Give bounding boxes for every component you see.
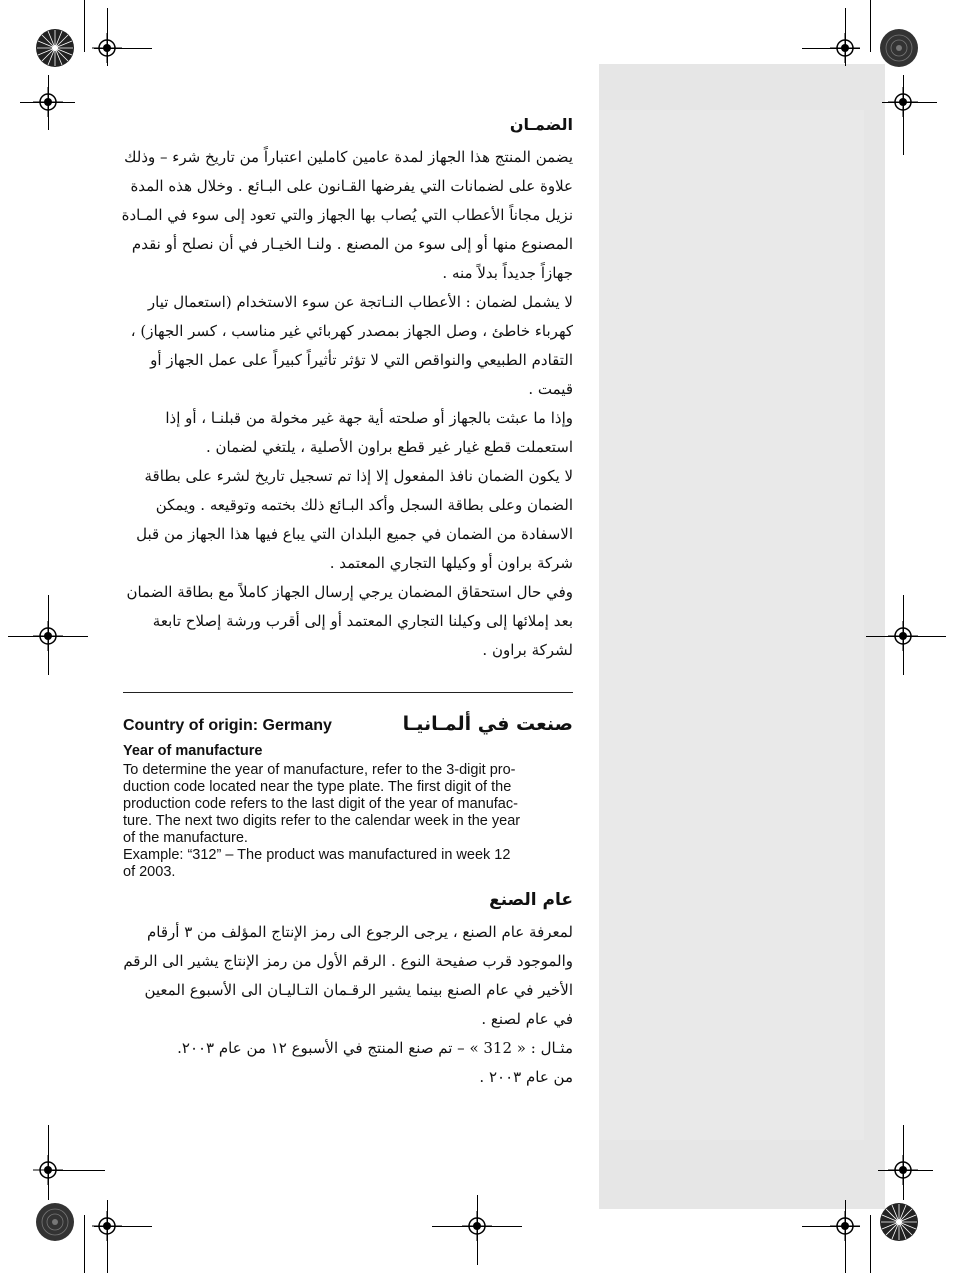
starburst-print-mark-icon — [879, 28, 919, 68]
crop-line — [870, 0, 871, 52]
registration-mark-icon — [33, 1155, 63, 1185]
warranty-body — [103, 143, 573, 665]
warranty-line: وإذا ما عبثت بالجهاز أو صلحته أية جهة غير مخولة من قبلنـا ، أو إذا — [165, 409, 573, 427]
manufacture-arabic-line: الأخير في عام الصنع بينما يشير الرقـمان التـاليـان الى الأسبوع المعين — [144, 981, 573, 999]
manufacture-line: of 2003. — [123, 864, 176, 880]
manufacture-line: production code refers to the last digit of the year of manufac- — [123, 796, 518, 812]
warranty-title: الضمـان — [509, 115, 573, 134]
registration-mark-icon — [33, 621, 63, 651]
manufacture-line: Example: “312” – The product was manufactured in week 12 — [123, 847, 511, 863]
registration-mark-icon — [92, 33, 122, 63]
manufacture-line: ture. The next two digits refer to the calendar week in the year — [123, 813, 521, 829]
warranty-line: شركة براون أو وكيلها التجاري المعتمد . — [329, 554, 573, 572]
warranty-line: استعملت قطع غيار غير قطع براون الأصلية ، يلتغي لضمان . — [205, 438, 573, 456]
year-of-manufacture-body — [123, 762, 583, 881]
warranty-line: لا يشمل لضمان : الأعطاب النـاتجة عن سوء الاستخدام (استعمال تيار — [147, 293, 573, 311]
warranty-line: جهازاً جديداً بدلاً منه . — [442, 264, 573, 282]
year-of-manufacture-arabic-title: عام الصنع — [489, 890, 573, 910]
starburst-print-mark-icon — [879, 1202, 919, 1242]
registration-mark-icon — [33, 87, 63, 117]
warranty-line: الاسفادة من الضمان في جميع البلدان التي يباع فيها هذا الجهاز من قبل — [136, 525, 573, 543]
warranty-line: قيمت . — [528, 380, 573, 398]
registration-mark-icon — [830, 33, 860, 63]
registration-mark-icon — [888, 1155, 918, 1185]
crop-line — [870, 1215, 871, 1273]
crop-line — [84, 1215, 85, 1273]
registration-mark-icon — [462, 1211, 492, 1241]
warranty-line: لشركة براون . — [482, 641, 573, 659]
registration-mark-icon — [888, 87, 918, 117]
country-of-origin-english: Country of origin: Germany — [123, 717, 332, 734]
crop-line — [84, 0, 85, 52]
warranty-line: التقادم الطبيعي والنواقص التي لا تؤثر تأثيراً كبيراً على عمل الجهاز أو — [150, 351, 573, 369]
year-of-manufacture-title: Year of manufacture — [123, 743, 263, 759]
manufacture-arabic-line: مثـال : « 312 » – تم صنع المنتج في الأسبوع ١٢ من عام ٢٠٠٣. — [177, 1039, 573, 1057]
registration-mark-icon — [92, 1211, 122, 1241]
manufacture-arabic-line: في عام لصنع . — [481, 1010, 573, 1028]
warranty-line: نزيل مجاناً الأعطاب التي يُصاب بها الجهاز والتي تعود إلى سوء في المـادة — [121, 206, 573, 224]
warranty-line: وفي حال استحقاق المضمان يرجي إرسال الجهاز كاملاً مع بطاقة الضمان — [126, 583, 573, 601]
manufacture-arabic-line: من عام ٢٠٠٣ . — [479, 1068, 573, 1086]
registration-mark-icon — [888, 621, 918, 651]
warranty-line: يضمن المنتج هذا الجهاز لمدة عامين كاملين اعتباراً من تاريخ شرء – وذلك — [124, 148, 573, 166]
manufacture-arabic-line: لمعرفة عام الصنع ، يرجى الرجوع الى رمز الإنتاج المؤلف من ٣ أرقام — [147, 923, 573, 941]
year-of-manufacture-arabic-body — [113, 918, 573, 1092]
warranty-line: الضمان وعلى بطاقة السجل وأكد البـائع ذلك بختمه وتوقيعه . ويمكن — [155, 496, 573, 514]
manufacture-line: duction code located near the type plate. The first digit of the — [123, 779, 512, 795]
warranty-line: بعد إملائها إلى وكيلنا التجاري المعتمد أو إلى أقرب ورشة إصلاح تابعة — [152, 612, 573, 630]
manufacture-line: of the manufacture. — [123, 830, 248, 846]
warranty-line: المصنوع منها أو إلى سوء من المصنع . ولنـا الخيـار في أن نصلح أو نقدم — [131, 235, 573, 253]
starburst-print-mark-icon — [35, 1202, 75, 1242]
warranty-line: علاوة على لضمانات التي يفرضها القـانون على البـائع . وخلال هذه المدة — [130, 177, 573, 195]
starburst-print-mark-icon — [35, 28, 75, 68]
side-gray-inner-panel — [599, 110, 864, 1140]
country-of-origin-arabic: صنعت في ألمـانيـا — [402, 713, 573, 735]
registration-mark-icon — [830, 1211, 860, 1241]
section-divider — [123, 692, 573, 693]
manufacture-line: To determine the year of manufacture, refer to the 3-digit pro- — [123, 762, 516, 778]
warranty-line: لا يكون الضمان نافذ المفعول إلا إذا تم تسجيل تاريخ لشرء على بطاقة — [144, 467, 573, 485]
warranty-line: كهرباء خاطئ ، وصل الجهاز بمصدر كهربائي غير مناسب ، كسر الجهاز) ، — [130, 322, 573, 340]
manufacture-arabic-line: والموجود قرب صفيحة النوع . الرقم الأول من رمز الإنتاج يشير الى الرقم — [123, 952, 573, 970]
